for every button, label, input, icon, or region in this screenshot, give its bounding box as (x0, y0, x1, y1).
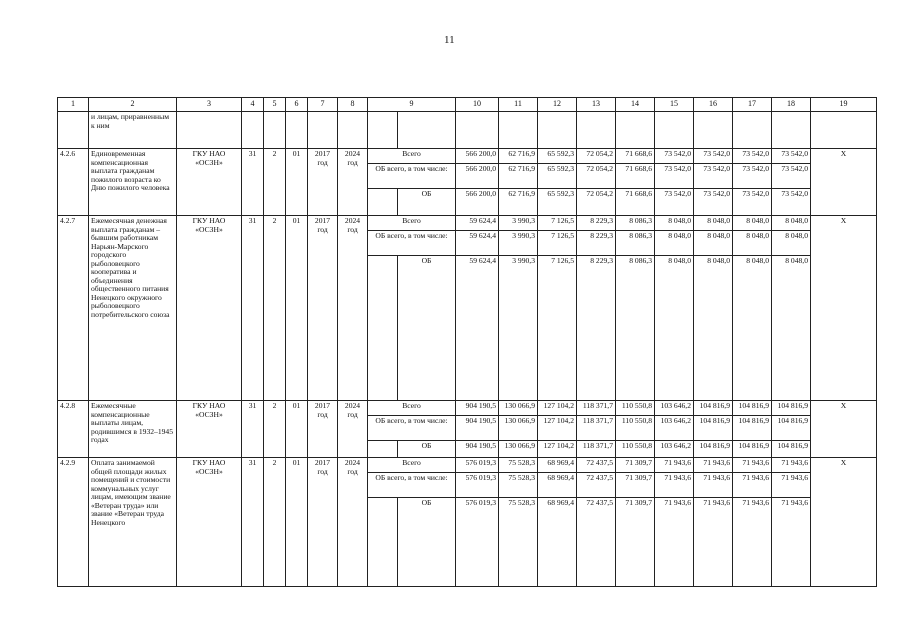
amount-cell: 71 943,6 (655, 498, 694, 587)
amount-cell: 103 646,2 (655, 441, 694, 458)
amount-cell: 104 816,9 (733, 441, 772, 458)
table-cell (286, 112, 308, 149)
amount-cell: 8 048,0 (733, 256, 772, 401)
column-header: 5 (264, 98, 286, 112)
code-c8: 2024 год (338, 458, 368, 587)
amount-cell: 59 624,4 (456, 216, 499, 231)
amount-cell: 73 542,0 (772, 149, 811, 164)
column-header: 1 (58, 98, 89, 112)
table-cell (499, 112, 538, 149)
mark-cell: X (811, 216, 877, 401)
amount-cell: 71 943,6 (694, 498, 733, 587)
row-label-ob: ОБ (398, 441, 456, 458)
amount-cell: 8 229,3 (577, 216, 616, 231)
amount-cell: 8 048,0 (694, 216, 733, 231)
column-header: 14 (616, 98, 655, 112)
event-name: Ежемесячная денежная выплата гражданам – бывшим работникам Нарьян-Марского городского рыболовецкого кооператива и объединения общественного питания Ненецкого окружного рыболовецкого потребительского союза (89, 216, 177, 401)
spacer-cell (368, 256, 398, 401)
table-cell (242, 112, 264, 149)
amount-cell: 71 668,6 (616, 189, 655, 216)
row-label-total: Всего (368, 401, 456, 416)
amount-cell: 3 990,3 (499, 231, 538, 256)
amount-cell: 65 592,3 (538, 189, 577, 216)
code-c4: 31 (242, 401, 264, 458)
amount-cell: 71 943,6 (733, 458, 772, 473)
executor: ГКУ НАО «ОСЗН» (177, 149, 242, 216)
page-number: 11 (444, 34, 455, 46)
row-label-ob: ОБ (398, 256, 456, 401)
table-cell (338, 112, 368, 149)
amount-cell: 576 019,3 (456, 458, 499, 473)
amount-cell: 73 542,0 (733, 164, 772, 189)
amount-cell: 110 550,8 (616, 441, 655, 458)
code-c5: 2 (264, 149, 286, 216)
table-row (58, 216, 877, 231)
table-cell (577, 112, 616, 149)
amount-cell: 73 542,0 (694, 149, 733, 164)
amount-cell: 104 816,9 (694, 401, 733, 416)
amount-cell: 8 048,0 (694, 231, 733, 256)
amount-cell: 65 592,3 (538, 149, 577, 164)
spacer-cell (368, 441, 398, 458)
column-header: 17 (733, 98, 772, 112)
row-label-total: Всего (368, 216, 456, 231)
amount-cell: 71 668,6 (616, 149, 655, 164)
amount-cell: 73 542,0 (733, 149, 772, 164)
item-code: 4.2.9 (58, 458, 89, 587)
table-cell (694, 112, 733, 149)
code-c4: 31 (242, 216, 264, 401)
event-name: Ежемесячные компенсационные выплаты лицам, родившимся в 1932–1945 годах (89, 401, 177, 458)
amount-cell: 104 816,9 (694, 416, 733, 441)
amount-cell: 8 048,0 (772, 256, 811, 401)
table-cell (177, 112, 242, 149)
table-cell (308, 112, 338, 149)
code-c8: 2024 год (338, 401, 368, 458)
header-row (58, 98, 877, 112)
column-header: 10 (456, 98, 499, 112)
column-header: 7 (308, 98, 338, 112)
amount-cell: 3 990,3 (499, 256, 538, 401)
amount-cell: 73 542,0 (655, 189, 694, 216)
code-c8: 2024 год (338, 216, 368, 401)
column-header: 11 (499, 98, 538, 112)
amount-cell: 8 229,3 (577, 256, 616, 401)
amount-cell: 73 542,0 (694, 189, 733, 216)
amount-cell: 75 528,3 (499, 458, 538, 473)
amount-cell: 72 054,2 (577, 149, 616, 164)
amount-cell: 8 086,3 (616, 216, 655, 231)
amount-cell: 110 550,8 (616, 401, 655, 416)
amount-cell: 8 048,0 (772, 231, 811, 256)
amount-cell: 127 104,2 (538, 401, 577, 416)
row-label-ob: ОБ (398, 189, 456, 216)
amount-cell: 8 048,0 (655, 256, 694, 401)
table-row (58, 149, 877, 164)
code-c6: 01 (286, 458, 308, 587)
amount-cell: 71 943,6 (772, 498, 811, 587)
event-name: и лицам, приравненным к ним (89, 112, 177, 149)
table-cell (811, 112, 877, 149)
column-header: 19 (811, 98, 877, 112)
amount-cell: 72 437,5 (577, 458, 616, 473)
code-c5: 2 (264, 458, 286, 587)
amount-cell: 130 066,9 (499, 416, 538, 441)
amount-cell: 62 716,9 (499, 149, 538, 164)
column-header: 2 (89, 98, 177, 112)
amount-cell: 7 126,5 (538, 231, 577, 256)
table-cell (655, 112, 694, 149)
event-name: Единовременная компенсационная выплата гражданам пожилого возраста ко Дню пожилого человека (89, 149, 177, 216)
code-c8: 2024 год (338, 149, 368, 216)
row-label-ob-incl: ОБ всего, в том числе: (368, 416, 456, 441)
amount-cell: 73 542,0 (772, 189, 811, 216)
amount-cell: 68 969,4 (538, 498, 577, 587)
spacer-cell (368, 498, 398, 587)
amount-cell: 72 054,2 (577, 189, 616, 216)
amount-cell: 73 542,0 (655, 164, 694, 189)
amount-cell: 566 200,0 (456, 164, 499, 189)
amount-cell: 71 943,6 (733, 498, 772, 587)
amount-cell: 71 309,7 (616, 473, 655, 498)
amount-cell: 904 190,5 (456, 441, 499, 458)
amount-cell: 130 066,9 (499, 441, 538, 458)
amount-cell: 103 646,2 (655, 401, 694, 416)
amount-cell: 8 048,0 (733, 231, 772, 256)
table-cell (616, 112, 655, 149)
amount-cell: 59 624,4 (456, 231, 499, 256)
amount-cell: 8 048,0 (655, 231, 694, 256)
code-c7: 2017 год (308, 458, 338, 587)
amount-cell: 8 048,0 (694, 256, 733, 401)
amount-cell: 73 542,0 (772, 164, 811, 189)
amount-cell: 576 019,3 (456, 473, 499, 498)
column-header: 16 (694, 98, 733, 112)
code-c7: 2017 год (308, 149, 338, 216)
code-c5: 2 (264, 401, 286, 458)
amount-cell: 3 990,3 (499, 216, 538, 231)
row-label-total: Всего (368, 149, 456, 164)
code-c6: 01 (286, 216, 308, 401)
amount-cell: 65 592,3 (538, 164, 577, 189)
table-row (58, 458, 877, 473)
amount-cell: 7 126,5 (538, 256, 577, 401)
amount-cell: 71 943,6 (655, 473, 694, 498)
column-header: 12 (538, 98, 577, 112)
table-cell (538, 112, 577, 149)
event-name: Оплата занимаемой общей площади жилых помещений и стоимости коммунальных услуг лицам, имеющим звание «Ветеран труда» или звание «Ветеран труда Ненецкого (89, 458, 177, 587)
amount-cell: 71 943,6 (772, 458, 811, 473)
amount-cell: 118 371,7 (577, 401, 616, 416)
code-c7: 2017 год (308, 216, 338, 401)
executor: ГКУ НАО «ОСЗН» (177, 216, 242, 401)
amount-cell: 8 086,3 (616, 256, 655, 401)
column-header: 13 (577, 98, 616, 112)
amount-cell: 72 437,5 (577, 473, 616, 498)
amount-cell: 8 086,3 (616, 231, 655, 256)
amount-cell: 110 550,8 (616, 416, 655, 441)
code-c6: 01 (286, 401, 308, 458)
amount-cell: 72 054,2 (577, 164, 616, 189)
amount-cell: 118 371,7 (577, 416, 616, 441)
budget-table (57, 97, 877, 587)
amount-cell: 104 816,9 (772, 416, 811, 441)
table-cell (398, 112, 456, 149)
table-cell (456, 112, 499, 149)
amount-cell: 104 816,9 (772, 401, 811, 416)
amount-cell: 566 200,0 (456, 189, 499, 216)
table-row (58, 401, 877, 416)
mark-cell: X (811, 401, 877, 458)
amount-cell: 71 943,6 (772, 473, 811, 498)
mark-cell: X (811, 458, 877, 587)
item-code: 4.2.6 (58, 149, 89, 216)
executor: ГКУ НАО «ОСЗН» (177, 458, 242, 587)
table-cell (264, 112, 286, 149)
spacer-cell (368, 189, 398, 216)
code-c5: 2 (264, 216, 286, 401)
mark-cell: X (811, 149, 877, 216)
amount-cell: 75 528,3 (499, 498, 538, 587)
amount-cell: 103 646,2 (655, 416, 694, 441)
code-cell (58, 112, 89, 149)
table-cell (772, 112, 811, 149)
amount-cell: 68 969,4 (538, 458, 577, 473)
item-code: 4.2.7 (58, 216, 89, 401)
column-header: 18 (772, 98, 811, 112)
continuation-row (58, 112, 877, 149)
amount-cell: 71 943,6 (733, 473, 772, 498)
amount-cell: 71 668,6 (616, 164, 655, 189)
column-header: 9 (368, 98, 456, 112)
amount-cell: 104 816,9 (772, 441, 811, 458)
amount-cell: 8 048,0 (772, 216, 811, 231)
item-code: 4.2.8 (58, 401, 89, 458)
code-c4: 31 (242, 149, 264, 216)
amount-cell: 8 048,0 (733, 216, 772, 231)
column-header: 8 (338, 98, 368, 112)
amount-cell: 75 528,3 (499, 473, 538, 498)
amount-cell: 104 816,9 (733, 416, 772, 441)
row-label-ob: ОБ (398, 498, 456, 587)
amount-cell: 127 104,2 (538, 416, 577, 441)
column-header: 3 (177, 98, 242, 112)
amount-cell: 566 200,0 (456, 149, 499, 164)
amount-cell: 104 816,9 (733, 401, 772, 416)
amount-cell: 7 126,5 (538, 216, 577, 231)
amount-cell: 904 190,5 (456, 401, 499, 416)
amount-cell: 8 048,0 (655, 216, 694, 231)
amount-cell: 8 229,3 (577, 231, 616, 256)
table-cell (368, 112, 398, 149)
column-header: 6 (286, 98, 308, 112)
amount-cell: 71 309,7 (616, 458, 655, 473)
amount-cell: 71 943,6 (694, 458, 733, 473)
amount-cell: 71 309,7 (616, 498, 655, 587)
amount-cell: 71 943,6 (655, 458, 694, 473)
amount-cell: 118 371,7 (577, 441, 616, 458)
amount-cell: 104 816,9 (694, 441, 733, 458)
amount-cell: 904 190,5 (456, 416, 499, 441)
amount-cell: 59 624,4 (456, 256, 499, 401)
code-c4: 31 (242, 458, 264, 587)
executor: ГКУ НАО «ОСЗН» (177, 401, 242, 458)
code-c6: 01 (286, 149, 308, 216)
amount-cell: 127 104,2 (538, 441, 577, 458)
row-label-ob-incl: ОБ всего, в том числе: (368, 473, 456, 498)
amount-cell: 62 716,9 (499, 164, 538, 189)
row-label-ob-incl: ОБ всего, в том числе: (368, 164, 456, 189)
amount-cell: 71 943,6 (694, 473, 733, 498)
column-header: 4 (242, 98, 264, 112)
column-header: 15 (655, 98, 694, 112)
amount-cell: 576 019,3 (456, 498, 499, 587)
amount-cell: 130 066,9 (499, 401, 538, 416)
amount-cell: 73 542,0 (694, 164, 733, 189)
row-label-total: Всего (368, 458, 456, 473)
amount-cell: 73 542,0 (733, 189, 772, 216)
row-label-ob-incl: ОБ всего, в том числе: (368, 231, 456, 256)
amount-cell: 73 542,0 (655, 149, 694, 164)
amount-cell: 68 969,4 (538, 473, 577, 498)
amount-cell: 72 437,5 (577, 498, 616, 587)
amount-cell: 62 716,9 (499, 189, 538, 216)
code-c7: 2017 год (308, 401, 338, 458)
table-cell (733, 112, 772, 149)
